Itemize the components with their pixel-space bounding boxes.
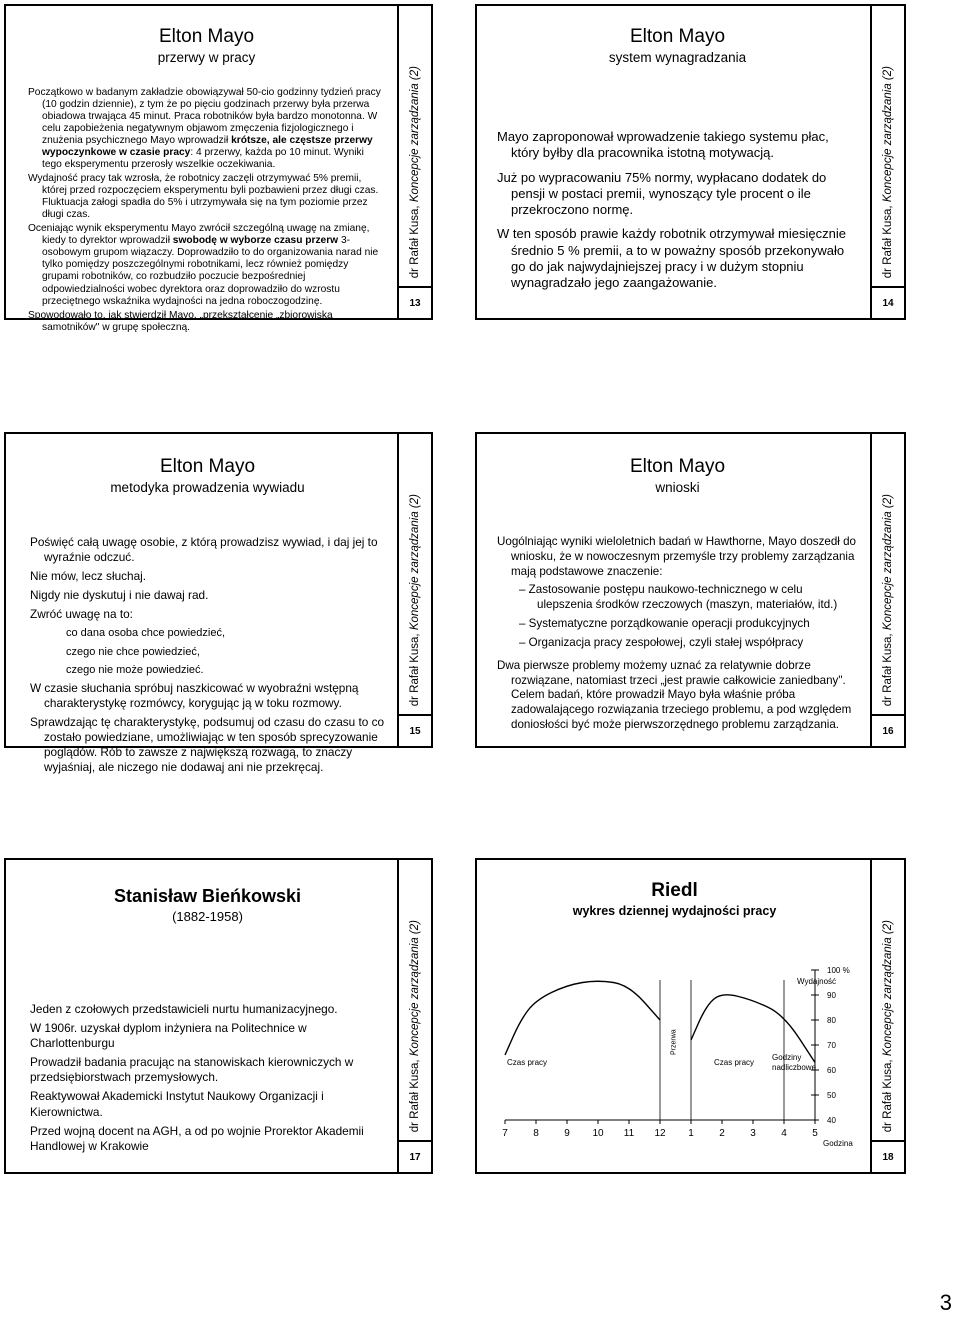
paragraph: Oceniając wynik eksperymentu Mayo zwrócił szczególną uwagę na zmianę, kiedy to dyrektor wprowadził swobodę w wyborze czasu przerw 3-osobowym grupom wiązaczy. Doprowadziło to do organizowania narad nie tylko pomiędzy poszczególnymi robotnikami, lecz również pomiędzy grupami robotników, co rozbudziło poczucie bezpośredniej odpowiedzialności wobec dyrektora oraz doprowadziło do wzrostu przeciętnego wskaźnika wydajności na jedna roboczogodzinę.	[28, 223, 379, 307]
slide-content	[477, 860, 870, 1172]
paragraph: Poświęć całą uwagę osobie, z którą prowadzisz wywiad, i daj jej to wyraźnie odczuć.	[30, 535, 378, 565]
slide-sidebar	[870, 860, 904, 1172]
y-tick-label: 100 %	[827, 966, 850, 975]
author-label: dr Rafał Kusa, Koncepcje zarządzania (2)	[882, 920, 894, 1133]
slide-content	[6, 6, 397, 333]
paragraph: Już po wypracowaniu 75% normy, wypłacano dodatek do pensji w postaci premii, wynoszący tyle procent o ile przekroczono normę.	[497, 169, 827, 217]
annotation-overtime: Godziny	[772, 1053, 802, 1062]
slide-sidebar	[870, 434, 904, 746]
slide-subtitle: metodyka prowadzenia wywiadu	[110, 480, 305, 495]
page-number: 3	[939, 1290, 952, 1315]
paragraph: Początkowo w badanym zakładzie obowiązywał 50-cio godzinny tydzień pracy (10 godzin dziennie), z tym że po pięciu godzinach przerwy była przerwa obiadowa trwająca 45 minut. Praca robotników była bardzo monotonna. W celu zapobieżenia negatywnym objawom zmęczenia fizjologicznego i znużenia psychicznego Mayo wprowadził krótsze, ale częstsze przerwy wypoczynkowe w czasie pracy: 4 przerwy, każda po 10 minut. Wyniki tego eksperymentu przerosły wszelkie oczekiwania.	[28, 87, 381, 171]
x-tick-label: 12	[654, 1128, 666, 1139]
slide-13	[4, 4, 433, 333]
dash-item: – Zastosowanie postępu naukowo-technicznego w celu ulepszenia środków rzeczowych (maszyn, materiałów, itd.)	[519, 583, 838, 612]
y-tick-label: 80	[827, 1016, 836, 1025]
y-tick-label: 50	[827, 1091, 836, 1100]
productivity-curve	[505, 981, 660, 1055]
paragraph: Sprawdzając tę charakterystykę, podsumuj od czasu do czasu to co zostało powiedziane, umożliwiając w ten sposób sprecyzowanie poglądów. Rób to zawsze z największą rozwagą, to znaczy wyjaśniaj, ale niczego nie dodawaj ani nie przekręcaj.	[30, 714, 385, 775]
x-tick-label: 8	[533, 1128, 539, 1139]
paragraph: Nie mów, lecz słuchaj.	[30, 569, 147, 584]
slide-sidebar	[397, 860, 431, 1172]
slide-subtitle: system wynagradzania	[608, 50, 747, 65]
author-label: dr Rafał Kusa, Koncepcje zarządzania (2)	[882, 66, 894, 279]
annotation-break: Przerwa	[670, 1029, 678, 1055]
paragraph: Uogólniając wyniki wieloletnich badań w Hawthorne, Mayo doszedł do wniosku, że w nowoczesnym przemyśle trzy problemy zarządzania mają podstawowe znaczenie:	[497, 535, 856, 578]
slide-number: 13	[399, 286, 431, 318]
paragraph: W czasie słuchania spróbuj naszkicować w wyobraźni wstępną charakterystykę rozmówcy, korygując ją w toku rozmowy.	[30, 680, 359, 710]
dash-item: – Organizacja pracy zespołowej, czyli stałej współpracy	[519, 635, 804, 649]
paragraph: Wydajność pracy tak wzrosła, że robotnicy zaczęli otrzymywać 5% premii, której przed rozpoczęciem eksperymentu byli pozbawieni przez długi czas. Fluktuacja załogi spadła do 5% i utrzymywała się na tym poziomie przez długi czas.	[28, 173, 379, 221]
slide-14	[475, 4, 906, 320]
annotation-work-time: Czas pracy	[507, 1058, 548, 1067]
slide-18	[475, 858, 906, 1174]
slide-15	[4, 432, 433, 775]
x-tick-label: 9	[564, 1128, 570, 1139]
slide-content	[477, 6, 870, 318]
slide-title: Elton Mayo	[629, 26, 726, 47]
paragraph: W ten sposób prawie każdy robotnik otrzymywał miesięcznie średnio 5 % premii, a to w poważny sposób przekonywało go do jak najwydajniejszej pracy i w dużym stopniu wynagradzało jego zaangażowanie.	[497, 226, 846, 290]
slide-sidebar	[397, 434, 431, 746]
x-tick-label: 7	[502, 1128, 508, 1139]
paragraph: Dwa pierwsze problemy możemy uznać za relatywnie dobrze rozwiązane, natomiast trzeci „jest prawie całkowicie zaniedbany". Celem badań, które prowadził Mayo była właśnie próba zadowalającego rozwiązania trzeciego problemu, a pod względem doniosłości być może pierwszorzędnego problemu zarządzania.	[497, 658, 852, 732]
y-tick-label: 40	[827, 1116, 836, 1125]
slide-body	[28, 87, 385, 334]
slide-content	[6, 860, 397, 1172]
author-label: dr Rafał Kusa, Koncepcje zarządzania (2)	[882, 494, 894, 707]
slide-subtitle: wnioski	[655, 480, 700, 495]
x-tick-label: 3	[750, 1128, 756, 1139]
paragraph: Reaktywował Akademicki Instytut Naukowy Organizacji i Kierownictwa.	[30, 1089, 324, 1119]
slide-number: 18	[872, 1140, 904, 1172]
y-tick-label: 90	[827, 991, 836, 1000]
paragraph: W 1906r. uzyskał dyplom inżyniera na Politechnice w Charlottenburgu	[30, 1021, 307, 1051]
slide-body	[30, 535, 385, 775]
x-tick-label: 11	[623, 1128, 635, 1139]
x-axis-label: Godzina	[823, 1139, 853, 1148]
x-tick-label: 1	[688, 1128, 694, 1139]
y-tick-label: 60	[827, 1066, 836, 1075]
x-tick-label: 10	[592, 1128, 604, 1139]
sub-item: czego nie chce powiedzieć,	[66, 645, 200, 658]
paragraph: Spowodowało to, jak stwierdził Mayo, „przekształcenie „zbiorowiska samotników" w grupę społeczną.	[28, 309, 333, 333]
x-tick-label: 4	[781, 1128, 787, 1139]
paragraph: Zwróć uwagę na to:	[30, 607, 133, 622]
author-label: dr Rafał Kusa, Koncepcje zarządzania (2)	[409, 920, 421, 1133]
paragraph: Jeden z czołowych przedstawicieli nurtu humanizacyjnego.	[30, 1002, 338, 1016]
slide-body	[30, 1002, 385, 1154]
annotation-work-time: Czas pracy	[714, 1058, 755, 1067]
slide-title: Elton Mayo	[159, 456, 256, 477]
dash-item: – Systematyczne porządkowanie operacji produkcyjnych	[519, 617, 810, 631]
paragraph: Przed wojną docent na AGH, a od po wojnie Prorektor Akademii Handlowej w Krakowie	[30, 1123, 364, 1153]
slide-title: Elton Mayo	[629, 456, 726, 477]
author-label: dr Rafał Kusa, Koncepcje zarządzania (2)	[409, 66, 421, 279]
productivity-chart	[485, 950, 865, 1150]
paragraph: Mayo zaproponował wprowadzenie takiego systemu płac, który byłby dla pracownika istotną motywacją.	[497, 129, 829, 161]
slide-17	[4, 858, 433, 1174]
slide-subtitle: (1882-1958)	[172, 909, 243, 924]
y-axis-label: Wydajność	[797, 977, 837, 986]
slide-sidebar	[870, 6, 904, 318]
slide-16	[475, 432, 906, 748]
slide-number: 16	[872, 714, 904, 746]
slide-sidebar	[397, 6, 431, 318]
slide-body	[497, 129, 858, 291]
x-tick-label: 5	[812, 1128, 818, 1139]
annotation-overtime: nadliczbowe	[772, 1063, 817, 1072]
slide-subtitle: przerwy w pracy	[157, 50, 256, 65]
slide-content	[477, 434, 870, 746]
sub-item: czego nie może powiedzieć.	[66, 663, 204, 676]
slide-title: Elton Mayo	[158, 26, 255, 47]
slide-subtitle: wykres dziennej wydajności pracy	[572, 904, 777, 918]
x-tick-label: 2	[719, 1128, 725, 1139]
slide-number: 14	[872, 286, 904, 318]
sub-item: co dana osoba chce powiedzieć,	[66, 627, 225, 640]
paragraph: Nigdy nie dyskutuj i nie dawaj rad.	[30, 588, 209, 603]
slide-title: Riedl	[651, 880, 698, 901]
slide-number: 17	[399, 1140, 431, 1172]
paragraph: Prowadził badania pracując na stanowiskach kierowniczych w przedsiębiorstwach przemysłowych.	[30, 1055, 354, 1085]
slide-body	[497, 535, 858, 733]
slide-number: 15	[399, 714, 431, 746]
author-label: dr Rafał Kusa, Koncepcje zarządzania (2)	[409, 494, 421, 707]
y-tick-label: 70	[827, 1041, 836, 1050]
slide-content	[6, 434, 397, 775]
slide-title: Stanisław Bieńkowski	[113, 886, 302, 906]
